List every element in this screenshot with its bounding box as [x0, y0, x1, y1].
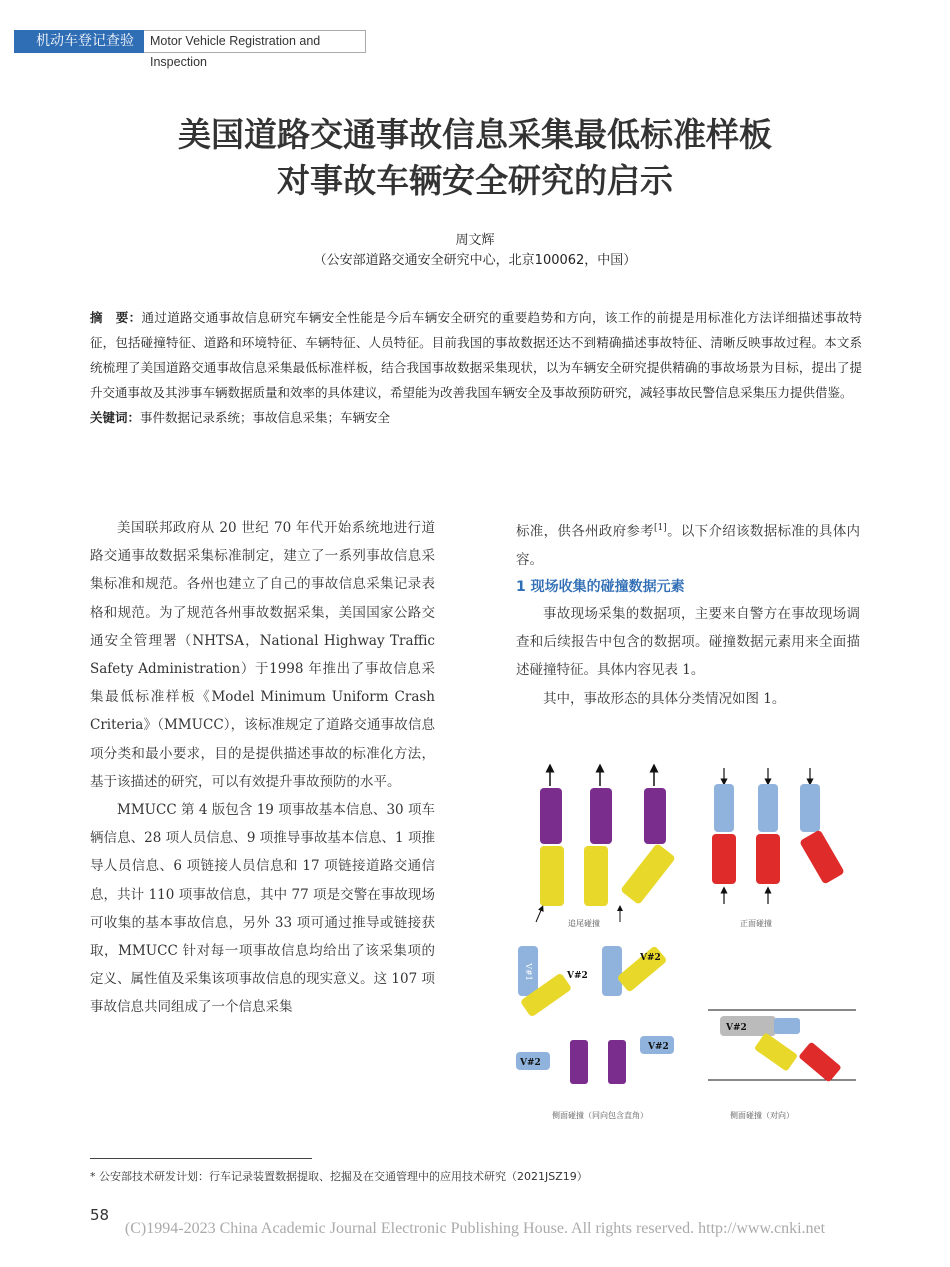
running-header	[14, 30, 366, 69]
keywords-text: 事件数据记录系统；事故信息采集；车辆安全	[140, 410, 391, 425]
section-label-cn: 机动车登记查验	[14, 30, 144, 53]
abstract-text: 通过道路交通事故信息研究车辆安全性能是今后车辆安全研究的重要趋势和方向，该工作的前提是用标准化方法详细描述事故特征，包括碰撞特征、道路和环境特征、车辆特征、人员特征。目前我国的事故数据还达不到精确描述事故特征、清晰反映事故过程。本文系统梳理了美国道路交通事故信息采集最低标准样板，结合我国事故数据采集现状，以为车辆安全研究提供精确的事故场景为目标，提出了提升交通事故及其涉事车辆数据质量和效率的具体建议，希望能为改善我国车辆安全及事故预防研究，减轻事故民警信息采集压力提供借鉴。	[90, 310, 862, 400]
caption-rear-end: 追尾碰撞	[568, 919, 600, 928]
footnote: * 公安部技术研发计划：行车记录装置数据提取、挖掘及在交通管理中的应用技术研究（2021JSZ19）	[90, 1170, 588, 1183]
citation-ref[interactable]: [1]	[654, 523, 667, 533]
title-line-1: 美国道路交通事故信息采集最低标准样板	[178, 115, 772, 154]
rear-end-group	[536, 768, 676, 922]
section-heading: 1 现场收集的碰撞数据元素	[516, 578, 685, 595]
paragraph: 其中，事故形态的具体分类情况如图 1。	[543, 690, 786, 707]
title-line-2: 对事故车辆安全研究的启示	[277, 161, 673, 200]
crash-diagram	[512, 764, 858, 1130]
caption-side-opposite: 侧面碰撞（对向）	[730, 1111, 794, 1120]
svg-text:V#2: V#2	[640, 953, 661, 963]
paragraph: 事故现场采集的数据项，主要来自警方在事故现场调查和后续报告中包含的数据项。碰撞数据元素用来全面描述碰撞特征。具体内容见表 1。	[516, 605, 860, 679]
article-title	[0, 112, 950, 204]
figure-crash-types	[512, 764, 858, 1130]
side-same-group	[516, 945, 674, 1084]
author-block	[0, 231, 950, 271]
author-affiliation: （公安部道路交通安全研究中心，北京100062，中国）	[313, 253, 637, 268]
side-opp-group	[708, 1010, 856, 1083]
svg-text:V#2: V#2	[520, 1058, 541, 1068]
footnote-divider	[90, 1158, 312, 1159]
svg-text:V#2: V#2	[726, 1023, 747, 1033]
author-name: 周文辉	[455, 233, 495, 248]
caption-side-same: 侧面碰撞（同向包含直角）	[552, 1111, 648, 1120]
svg-text:V#2: V#2	[648, 1042, 669, 1052]
vehicle-label-v2: V#2	[567, 971, 588, 981]
page-number: 58	[90, 1206, 110, 1224]
abstract-label: 摘 要：	[90, 310, 142, 325]
section-label-en: Motor Vehicle Registration and Inspection	[144, 30, 366, 53]
paragraph: 标准，供各州政府参考[1]。以下介绍该数据标准的具体内容。	[516, 523, 861, 568]
body-column-left	[90, 514, 435, 1022]
paragraph: MMUCC 第 4 版包含 19 项事故基本信息、30 项车辆信息、28 项人员信息、9 项推导事故基本信息、1 项推导人员信息、6 项链接人员信息和 17 项链接道路交通信息，共计 110 项事故信息，其中 77 项是交警在事故现场可收集的基本事故信息，另外 33 项可通过推导或链接获取，MMUCC 针对每一项事故信息均给出了该采集项的定义、属性值及采集该项事故信息的现实意义。这 107 项事故信息共同组成了一个信息采集	[90, 802, 435, 1016]
head-on-group	[712, 768, 845, 904]
caption-head-on: 正面碰撞	[740, 919, 772, 928]
body-column-right	[516, 514, 860, 713]
paragraph: 美国联邦政府从 20 世纪 70 年代开始系统地进行道路交通事故数据采集标准制定，建立了一系列事故信息采集标准和规范。各州也建立了自己的事故信息采集记录表格和规范。为了规范各州事故数据采集，美国国家公路交通安全管理署（NHTSA，National Highway Traffic Safety Administration）于1998 年推出了事故信息采集最低标准样板《Model Minimum Uniform Crash Criteria》（MMUCC），该标准规定了道路交通事故信息项分类和最小要求，目的是提供描述事故的标准化方法，基于该描述的研究，可以有效提升事故预防的水平。	[90, 520, 435, 790]
vehicle-label-v1: V#1	[524, 963, 533, 981]
copyright-watermark: (C)1994-2023 China Academic Journal Electronic Publishing House. All rights reserved. http://www.cnki.net	[124, 1220, 826, 1237]
keywords-label: 关键词：	[90, 410, 141, 425]
abstract	[90, 305, 862, 430]
